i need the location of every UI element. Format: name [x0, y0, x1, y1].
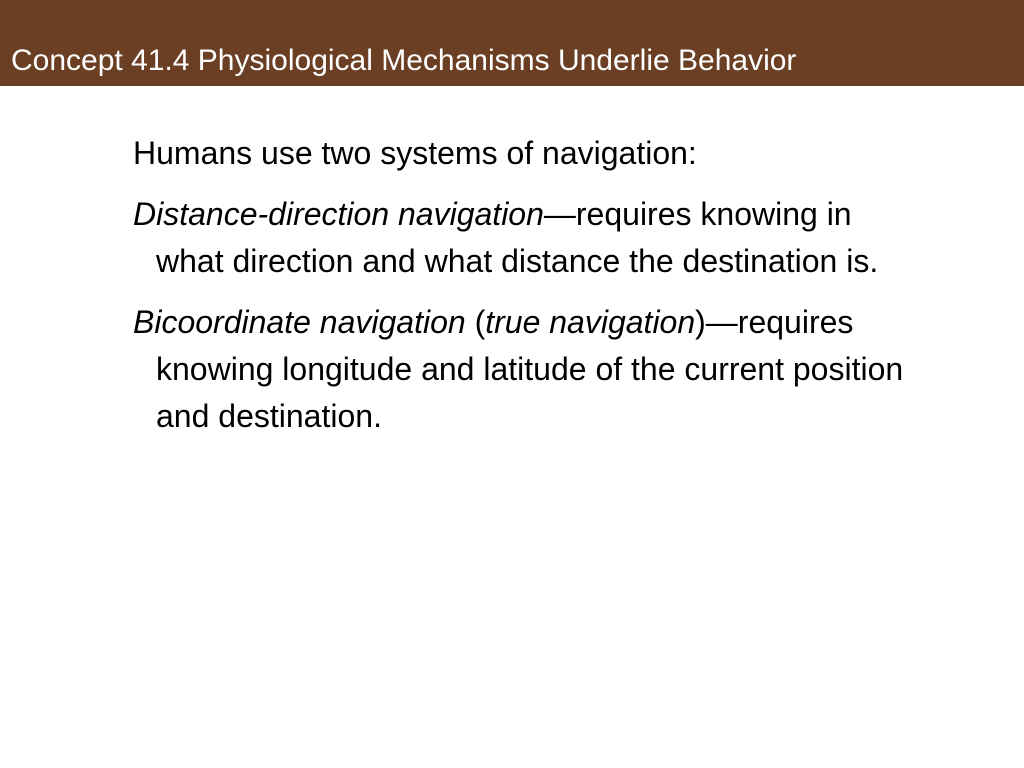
slide-title: Concept 41.4 Physiological Mechanisms Underlie Behavior: [11, 44, 797, 77]
distance-direction-paragraph: [133, 191, 913, 285]
bicoordinate-paragraph: [133, 299, 913, 440]
distance-direction-description: —requires knowing in what direction and what distance the destination is.: [156, 196, 879, 279]
bicoordinate-description: )—requires knowing longitude and latitude of the current position and destination.: [156, 304, 904, 434]
true-navigation-term: true navigation: [485, 304, 696, 340]
slide-title-bar: [0, 0, 1024, 86]
slide-body: [133, 130, 913, 440]
intro-paragraph: [133, 130, 913, 177]
bicoordinate-term: Bicoordinate navigation: [133, 304, 466, 340]
intro-text: Humans use two systems of navigation:: [133, 135, 697, 171]
distance-direction-term: Distance-direction navigation: [133, 196, 544, 232]
open-paren: (: [465, 304, 486, 340]
